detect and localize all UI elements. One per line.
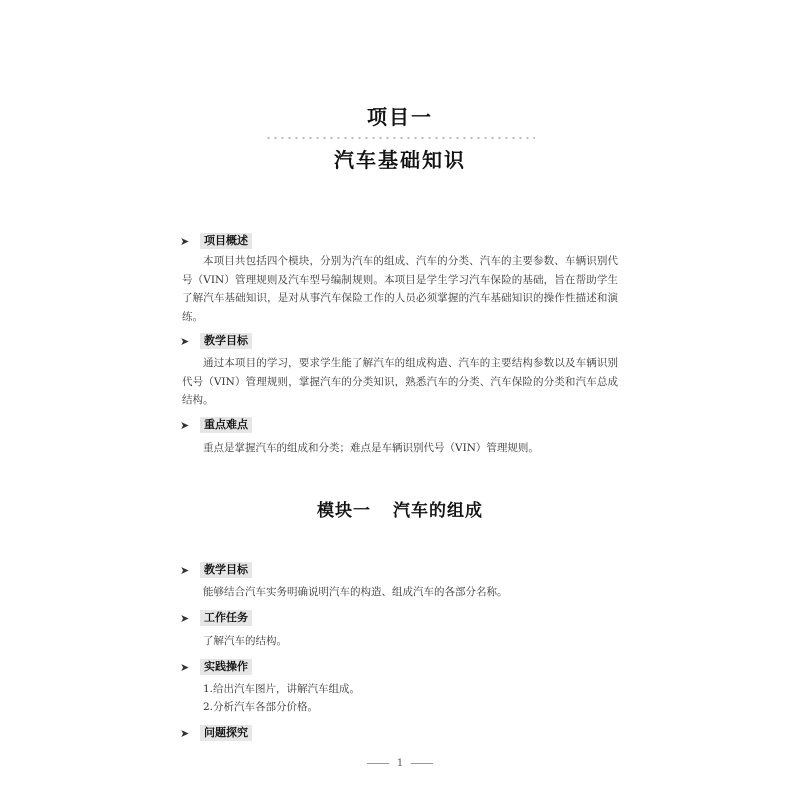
arrow-bullet-icon: ➤ — [180, 563, 190, 577]
overview-paragraph: 本项目共包括四个模块，分别为汽车的组成、汽车的分类、汽车的主要参数、车辆识别代号（VIN）管理规则及汽车型号编制规则。本项目是学生学习汽车保险的基础，旨在帮助学生了解汽车基础知识，是对从事汽车保险工作的人员必须掌握的汽车基础知识的操作性描述和演练。 — [182, 255, 618, 323]
project-title: 汽车基础知识 — [334, 148, 466, 172]
module-goals-heading — [180, 561, 252, 579]
module-practice-heading — [180, 658, 252, 676]
section-label: 工作任务 — [200, 610, 252, 626]
section-keypoints-heading — [180, 416, 252, 434]
chapter-title-block — [0, 104, 800, 174]
module-task-text: 了解汽车的结构。 — [203, 635, 287, 647]
arrow-bullet-icon: ➤ — [180, 234, 190, 248]
module-inquiry-heading — [180, 724, 252, 742]
page-number-rule-left — [367, 763, 389, 764]
module-number: 模块一 — [317, 501, 371, 521]
module-name: 汽车的组成 — [393, 501, 483, 521]
goals-paragraph: 通过本项目的学习，要求学生能了解汽车的组成构造、汽车的主要结构参数以及车辆识别代号（VIN）管理规则，掌握汽车的分类知识，熟悉汽车的分类、汽车保险的分类和汽车总成结构。 — [182, 357, 618, 406]
section-label: 教学目标 — [200, 333, 252, 349]
arrow-bullet-icon: ➤ — [180, 611, 190, 625]
page-number-value: 1 — [396, 758, 404, 769]
module-title — [0, 496, 800, 521]
section-label: 教学目标 — [200, 562, 252, 578]
section-label: 实践操作 — [200, 659, 252, 675]
dotted-divider — [265, 136, 535, 140]
project-number: 项目一 — [367, 105, 433, 129]
module-task-heading — [180, 609, 252, 627]
arrow-bullet-icon: ➤ — [180, 418, 190, 432]
keypoints-paragraph: 重点是掌握汽车的组成和分类；难点是车辆识别代号（VIN）管理规则。 — [203, 442, 539, 454]
section-overview-heading — [180, 232, 252, 250]
section-label: 项目概述 — [200, 233, 252, 249]
arrow-bullet-icon: ➤ — [180, 334, 190, 348]
practice-item: 1.给出汽车图片，讲解汽车组成。 — [203, 683, 361, 695]
page-number-rule-right — [411, 763, 433, 764]
module-goals-text: 能够结合汽车实务明确说明汽车的构造、组成汽车的各部分名称。 — [203, 586, 508, 598]
section-label: 问题探究 — [200, 725, 252, 741]
section-label: 重点难点 — [200, 417, 252, 433]
page-number — [0, 758, 800, 769]
practice-item: 2.分析汽车各部分价格。 — [203, 701, 319, 713]
section-goals-heading — [180, 332, 252, 350]
arrow-bullet-icon: ➤ — [180, 660, 190, 674]
arrow-bullet-icon: ➤ — [180, 726, 190, 740]
